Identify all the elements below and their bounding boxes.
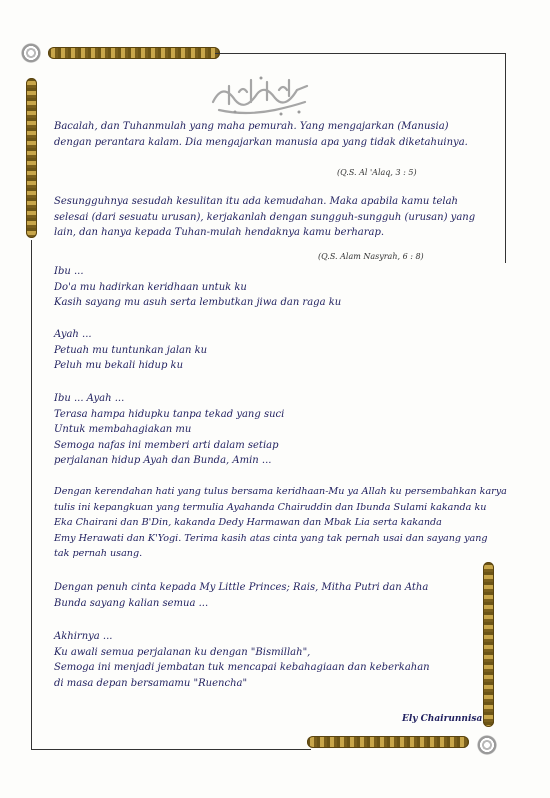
princes-line: Bunda sayang kalian semua ... [54, 597, 209, 609]
bottom-rule [31, 749, 311, 750]
author-signature: Ely Chairunnisa [402, 714, 483, 724]
right-rule [505, 53, 506, 263]
poem-line: Semoga nafas ini memberi arti dalam setiap [54, 439, 279, 451]
closing-line: Semoga ini menjadi jembatan tuk mencapai kebahagiaan dan keberkahan [54, 662, 430, 673]
poem-line: Terasa hampa hidupku tanpa tekad yang suci [54, 408, 285, 420]
corner-rosette-bottom-right-icon [476, 734, 498, 756]
closing-line: di masa depan bersamamu "Ruencha" [54, 677, 248, 689]
verse-reference-nasyrah: (Q.S. Alam Nasyrah, 6 : 8) [318, 252, 424, 261]
poem-line: Ibu ... Ayah ... [54, 393, 125, 404]
dedication-line: tak pernah usang. [54, 548, 143, 559]
princes-paragraph [54, 580, 428, 611]
right-ornament-band [483, 562, 494, 727]
dedication-line: tulis ini kepangkuan yang termulia Ayahanda Chairuddin dan Ibunda Sulami kakanda ku [54, 501, 487, 513]
quran-verse-nasyrah [54, 194, 475, 241]
corner-rosette-top-left-icon [20, 42, 42, 64]
verse-line: lain, dan hanya kepada Tuhan-mulah hendaknya kamu berharap. [54, 227, 385, 238]
poem-line: perjalanan hidup Ayah dan Bunda, Amin ... [54, 455, 272, 466]
top-ornament-band [48, 47, 220, 59]
poem-ayah [54, 327, 207, 374]
closing-line: Akhirnya ... [54, 631, 113, 642]
poem-ibu [54, 264, 341, 311]
verse-line: Bacalah, dan Tuhanmulah yang maha pemurah. Yang mengajarkan (Manusia) [54, 121, 449, 132]
quran-verse-alaq [54, 119, 468, 150]
poem-line: Untuk membahagiakan mu [54, 424, 192, 435]
poem-line: Ibu ... [54, 266, 84, 277]
verse-line: selesai (dari sesuatu urusan), kerjakanlah dengan sungguh-sungguh (urusan) yang [54, 211, 476, 223]
left-ornament-band [26, 78, 37, 238]
bottom-ornament-band [307, 736, 469, 748]
dedication-paragraph [54, 484, 507, 562]
poem-line: Petuah mu tuntunkan jalan ku [54, 344, 208, 356]
left-rule [31, 240, 32, 750]
dedication-line: Emy Herawati dan K'Yogi. Terima kasih atas cinta yang tak pernah usai dan sayang yang [54, 532, 488, 544]
verse-reference-alaq: (Q.S. Al 'Alaq, 3 : 5) [337, 168, 417, 177]
poem-ibu-ayah [54, 391, 284, 469]
poem-line: Do'a mu hadirkan keridhaan untuk ku [54, 281, 247, 293]
poem-line: Kasih sayang mu asuh serta lembutkan jiwa dan raga ku [54, 297, 342, 308]
dedication-line: Eka Chairani dan B'Din, kakanda Dedy Harmawan dan Mbak Lia serta kakanda [54, 517, 442, 528]
top-rule [215, 53, 505, 54]
princes-line: Dengan penuh cinta kepada My Little Princes; Rais, Mitha Putri dan Atha [54, 582, 429, 593]
verse-line: dengan perantara kalam. Dia mengajarkan manusia apa yang tidak diketahuinya. [54, 136, 468, 148]
closing-line: Ku awali semua perjalanan ku dengan "Bismillah", [54, 646, 311, 658]
closing-paragraph [54, 629, 430, 691]
calligraphy-icon [205, 72, 315, 118]
verse-line: Sesungguhnya sesudah kesulitan itu ada kemudahan. Maka apabila kamu telah [54, 196, 458, 207]
poem-line: Ayah ... [54, 329, 92, 340]
poem-line: Peluh mu bekali hidup ku [54, 360, 184, 371]
dedication-line: Dengan kerendahan hati yang tulus bersama keridhaan-Mu ya Allah ku persembahkan karya [54, 486, 507, 497]
